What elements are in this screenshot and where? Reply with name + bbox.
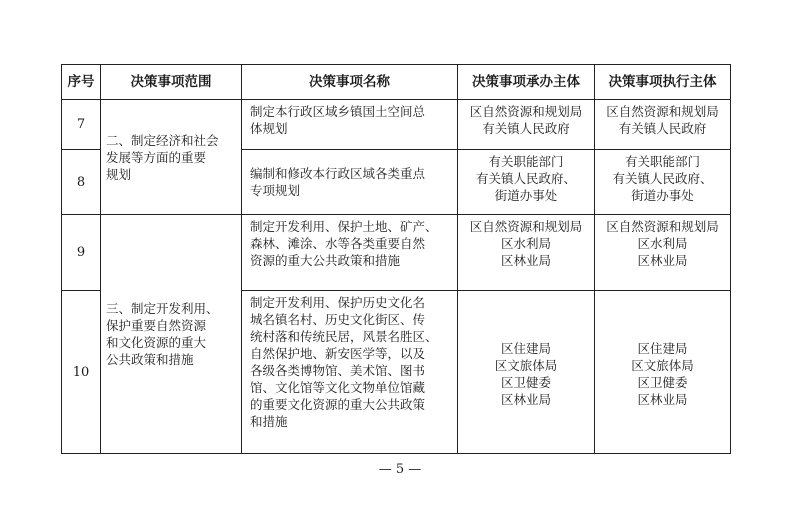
executor-text: 区卫健委 bbox=[637, 374, 688, 390]
executor-text: 有关职能部门 bbox=[624, 154, 700, 169]
organizer-text: 区林业局 bbox=[500, 391, 551, 407]
scope-text: 发展等方面的重要 bbox=[106, 149, 207, 165]
executor-text: 区自然资源和规划局 bbox=[606, 219, 719, 234]
page-number: — 5 — bbox=[378, 462, 422, 477]
row-number: 7 bbox=[62, 100, 101, 150]
row-number: 8 bbox=[62, 150, 101, 215]
header-executor: 决策事项执行主体 bbox=[595, 65, 731, 100]
matter-name-cell bbox=[242, 100, 458, 150]
matter-name-text: 森林、滩涂、水等各类重要自然 bbox=[250, 236, 426, 251]
scope-text: 二、制定经济和社会 bbox=[106, 132, 219, 148]
scope-text: 公共政策和措施 bbox=[106, 352, 194, 367]
matter-name-text: 制定本行政区域乡镇国土空间总 bbox=[250, 104, 426, 119]
matter-name-text: 城名镇名村、历史文化街区、传 bbox=[250, 312, 426, 327]
executor-text: 区住建局 bbox=[637, 340, 688, 356]
organizer-text: 有关职能部门 bbox=[488, 154, 564, 169]
organizer-text: 区林业局 bbox=[500, 253, 551, 268]
organizer-text: 街道办事处 bbox=[494, 188, 558, 203]
matter-name-text: 体规划 bbox=[250, 121, 288, 136]
organizer-text: 区水利局 bbox=[500, 236, 551, 251]
header-scope: 决策事项范围 bbox=[101, 65, 242, 100]
matter-name-text: 统村落和传统民居，风景名胜区、 bbox=[250, 329, 438, 344]
matter-name-text: 和措施 bbox=[250, 414, 288, 429]
header-serial: 序号 bbox=[62, 65, 101, 100]
executor-text: 有关镇人民政府、 bbox=[612, 171, 713, 186]
table-row bbox=[62, 215, 731, 291]
matter-name-cell bbox=[242, 150, 458, 215]
table-row bbox=[62, 100, 731, 150]
row-number: 9 bbox=[62, 215, 101, 291]
matter-name-text: 馆、文化馆等文化文物单位馆藏 bbox=[250, 380, 426, 395]
organizer-text: 区自然资源和规划局 bbox=[469, 219, 583, 234]
matter-name-text: 编制和修改本行政区域各类重点 bbox=[250, 166, 426, 181]
executor-text: 有关镇人民政府 bbox=[618, 121, 707, 136]
executor-text: 区自然资源和规划局 bbox=[606, 104, 719, 119]
table-header-row bbox=[62, 65, 731, 100]
executor-text: 区文旅体局 bbox=[631, 357, 694, 373]
organizer-text: 区自然资源和规划局 bbox=[469, 104, 583, 119]
decision-matters-table bbox=[61, 64, 731, 454]
scope-text: 保护重要自然资源 bbox=[106, 318, 207, 333]
executor-cell bbox=[595, 100, 731, 150]
matter-name-text: 制定开发利用、保护土地、矿产、 bbox=[250, 219, 438, 234]
executor-cell bbox=[595, 215, 731, 291]
executor-text: 街道办事处 bbox=[631, 188, 694, 203]
organizer-text: 有关镇人民政府、 bbox=[475, 171, 576, 186]
matter-name-text: 制定开发利用、保护历史文化名 bbox=[250, 295, 426, 310]
executor-cell bbox=[595, 291, 731, 454]
organizer-cell bbox=[458, 291, 595, 454]
header-name: 决策事项名称 bbox=[242, 65, 458, 100]
scope-text: 和文化资源的重大 bbox=[106, 335, 207, 350]
scope-text: 规划 bbox=[106, 166, 132, 182]
matter-name-cell bbox=[242, 215, 458, 291]
organizer-cell bbox=[458, 215, 595, 291]
matter-name-cell bbox=[242, 291, 458, 454]
organizer-text: 区住建局 bbox=[500, 340, 551, 356]
executor-text: 区水利局 bbox=[637, 236, 688, 251]
organizer-cell bbox=[458, 150, 595, 215]
executor-text: 区林业局 bbox=[637, 253, 688, 268]
matter-name-text: 资源的重大公共政策和措施 bbox=[250, 253, 401, 268]
matter-name-text: 自然保护地、新安医学等，以及 bbox=[250, 346, 426, 361]
organizer-text: 区卫健委 bbox=[500, 374, 551, 390]
organizer-cell bbox=[458, 100, 595, 150]
scope-cell bbox=[101, 100, 242, 215]
matter-name-text: 专项规划 bbox=[250, 183, 301, 198]
matter-name-text: 各级各类博物馆、美术馆、图书 bbox=[250, 363, 426, 378]
organizer-text: 区文旅体局 bbox=[494, 357, 558, 373]
executor-cell bbox=[595, 150, 731, 215]
executor-text: 区林业局 bbox=[637, 391, 688, 407]
header-organizer: 决策事项承办主体 bbox=[458, 65, 595, 100]
scope-text: 三、制定开发利用、 bbox=[106, 301, 219, 316]
scope-cell bbox=[101, 215, 242, 454]
row-number: 10 bbox=[62, 291, 101, 454]
matter-name-text: 的重要文化资源的重大公共政策 bbox=[250, 397, 426, 412]
organizer-text: 有关镇人民政府 bbox=[482, 121, 570, 136]
